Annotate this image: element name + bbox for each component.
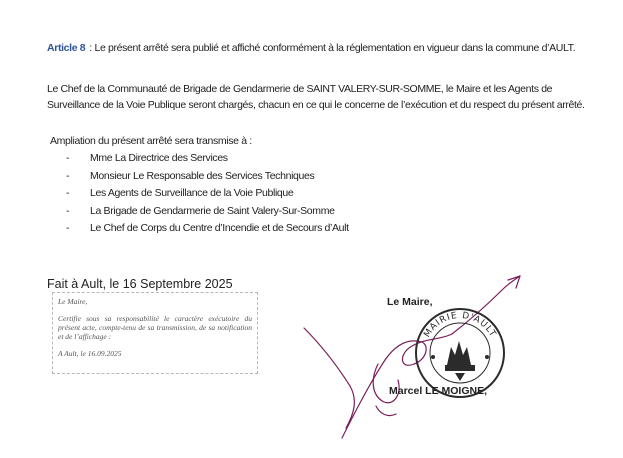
article-colon: : <box>89 42 92 54</box>
list-item <box>66 152 349 170</box>
certification-body: Certifie sous sa responsabilité le caractère exécutoire du présent acte, compte-tenu de sa transmission, de sa notification et de l’affichage : <box>58 314 252 341</box>
signatory-name: Marcel LE MOIGNE, <box>389 385 488 397</box>
execution-paragraph: Le Chef de la Communauté de Brigade de Gendarmerie de SAINT VALERY-SUR-SOMME, le Maire et les Agents de Surveillance de la Voie Publique seront chargés, chacun en ce qui le concerne de l’exécution et du respect du présent arrêté. <box>47 83 585 111</box>
list-dash: - <box>66 204 70 217</box>
list-item <box>66 187 349 205</box>
recipient-name: Les Agents de Surveillance de la Voie Publique <box>90 187 294 200</box>
recipient-list <box>66 152 349 240</box>
list-dash: - <box>66 169 70 182</box>
place-date-line: Fait à Ault, le 16 Septembre 2025 <box>47 277 233 291</box>
recipient-name: Mme La Directrice des Services <box>90 152 228 164</box>
recipient-name: Monsieur Le Responsable des Services Techniques <box>90 169 315 182</box>
article-text: Le présent arrêté sera publié et affiché conformément à la réglementation en vigueur dans la commune d’AULT. <box>94 42 576 54</box>
recipient-name: Le Chef de Corps du Centre d’Incendie et de Secours d’Ault <box>90 222 349 235</box>
signatory-role: Le Maire, <box>387 296 433 308</box>
list-item <box>66 170 349 188</box>
list-dash: - <box>66 222 70 235</box>
certification-title: Le Maire, <box>58 297 88 306</box>
article-label: Article 8 <box>47 42 86 54</box>
list-item <box>66 222 349 240</box>
certification-box <box>52 292 258 374</box>
list-dash: - <box>66 187 70 200</box>
recipient-name: La Brigade de Gendarmerie de Saint Valery-Sur-Somme <box>90 204 335 217</box>
article-8-line <box>47 42 575 54</box>
seal-text: MAIRIE D'AULT <box>422 310 498 340</box>
ampliation-intro: Ampliation du présent arrêté sera transmise à : <box>50 135 252 147</box>
list-dash: - <box>66 152 70 164</box>
list-item <box>66 205 349 223</box>
certification-date: A Ault, le 16.09.2025 <box>58 349 122 358</box>
